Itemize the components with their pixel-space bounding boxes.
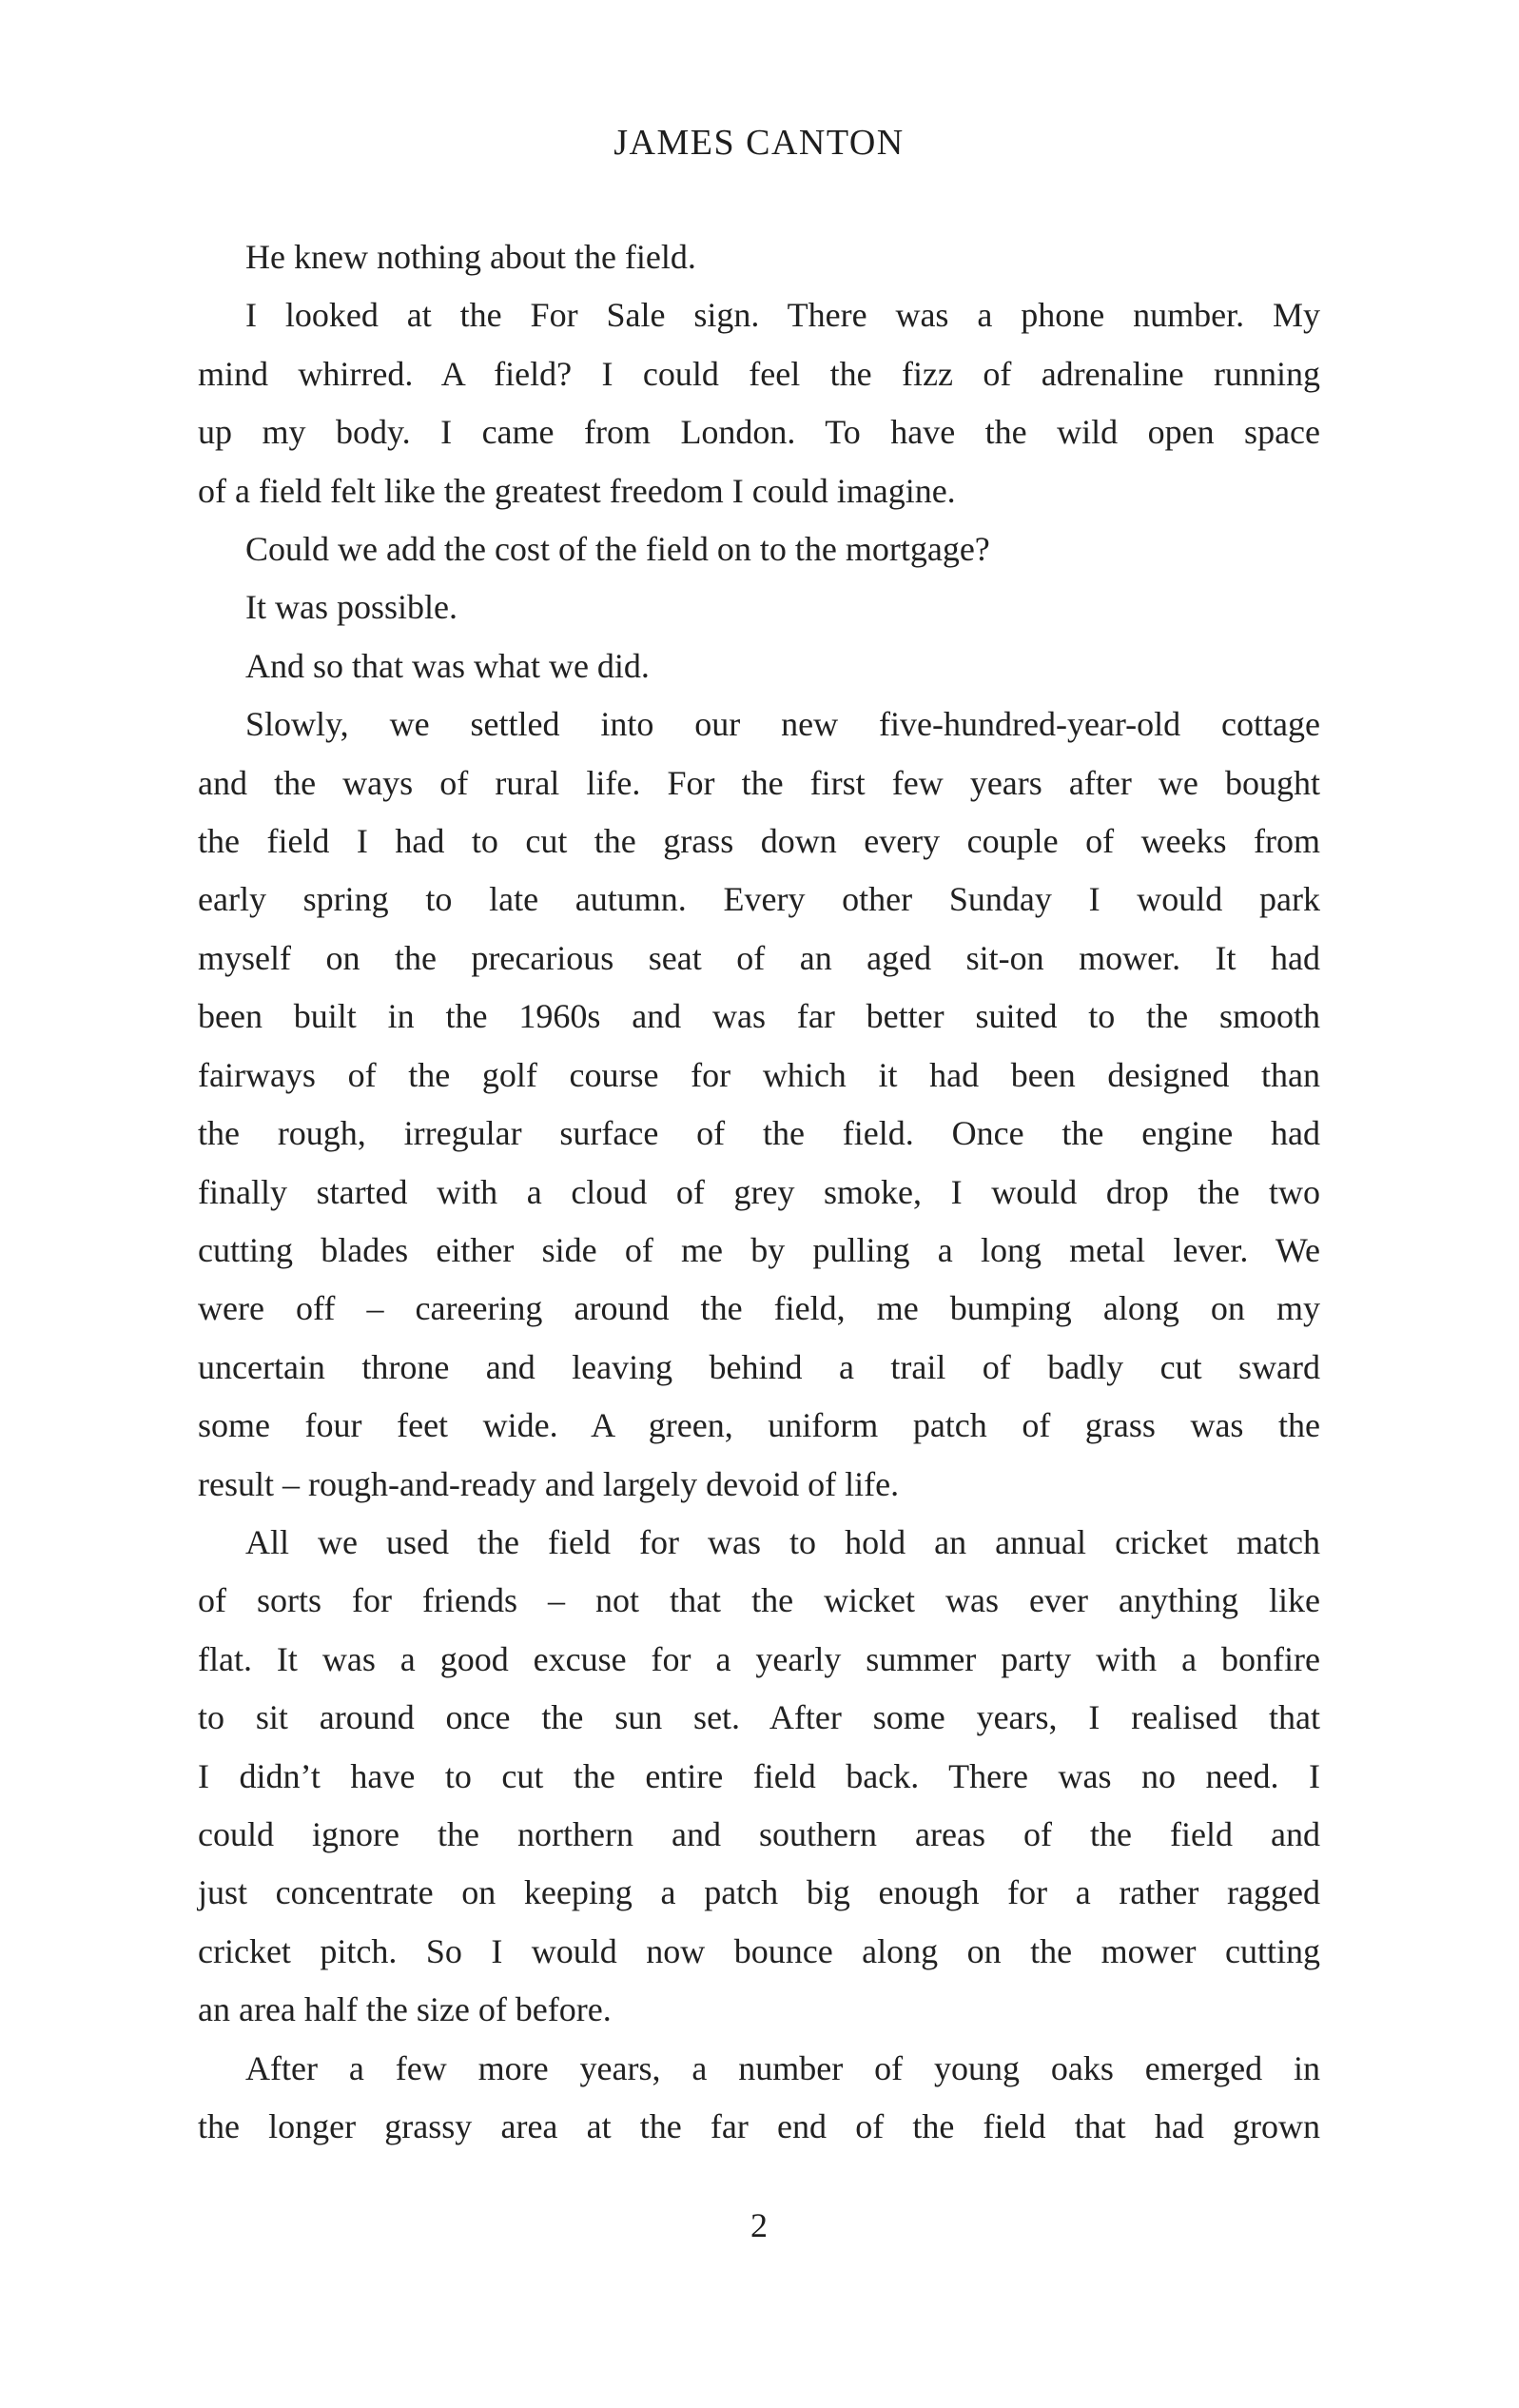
text-line: up my body. I came from London. To have the wild open space [198,413,1320,452]
text-line: the field I had to cut the grass down every couple of weeks from [198,822,1320,861]
text-line: And so that was what we did. [245,646,650,685]
text-line: the rough, irregular surface of the field. Once the engine had [198,1114,1320,1153]
text-line: cricket pitch. So I would now bounce along on the mower cutting [198,1931,1320,1970]
text-line: I looked at the For Sale sign. There was a phone number. My [245,296,1320,335]
text-line: and the ways of rural life. For the first few years after we bought [198,763,1320,802]
text-line: some four feet wide. A green, uniform patch of grass was the [198,1406,1320,1445]
text-line: been built in the 1960s and was far better suited to the smooth [198,997,1320,1036]
text-line: After a few more years, a number of young oaks emerged in [245,2048,1320,2087]
running-header: JAMES CANTON [613,123,905,163]
text-line: of a field felt like the greatest freedom I could imagine. [198,471,956,510]
text-line: Could we add the cost of the field on to the mortgage? [245,530,990,569]
text-line: myself on the precarious seat of an aged sit-on mower. It had [198,938,1320,977]
text-line: All we used the field for was to hold an annual cricket match [245,1522,1320,1561]
text-line: were off – careering around the field, me bumping along on my [198,1289,1320,1328]
text-line: just concentrate on keeping a patch big enough for a rather ragged [198,1873,1320,1912]
text-line: I didn’t have to cut the entire field back. There was no need. I [198,1756,1320,1795]
text-line: could ignore the northern and southern areas of the field and [198,1814,1320,1853]
text-line: cutting blades either side of me by pulling a long metal lever. We [198,1230,1320,1269]
text-line: fairways of the golf course for which it had been designed than [198,1055,1320,1094]
text-line: an area half the size of before. [198,1990,612,2029]
text-line: early spring to late autumn. Every other Sunday I would park [198,880,1320,919]
text-line: It was possible. [245,588,458,627]
body-text [198,228,1320,2156]
text-line: uncertain throne and leaving behind a trail of badly cut sward [198,1347,1320,1386]
text-line: finally started with a cloud of grey smoke, I would drop the two [198,1172,1320,1211]
text-line: Slowly, we settled into our new five-hundred-year-old cottage [245,705,1320,744]
text-line: of sorts for friends – not that the wicket was ever anything like [198,1581,1320,1620]
page-number: 2 [750,2206,768,2244]
text-line: result – rough-and-ready and largely devoid of life. [198,1464,900,1503]
text-line: flat. It was a good excuse for a yearly summer party with a bonfire [198,1639,1320,1678]
text-line: He knew nothing about the field. [245,238,696,276]
text-line: mind whirred. A field? I could feel the fizz of adrenaline running [198,354,1320,393]
text-line: to sit around once the sun set. After some years, I realised that [198,1698,1320,1737]
text-line: the longer grassy area at the far end of the field that had grown [198,2107,1320,2145]
